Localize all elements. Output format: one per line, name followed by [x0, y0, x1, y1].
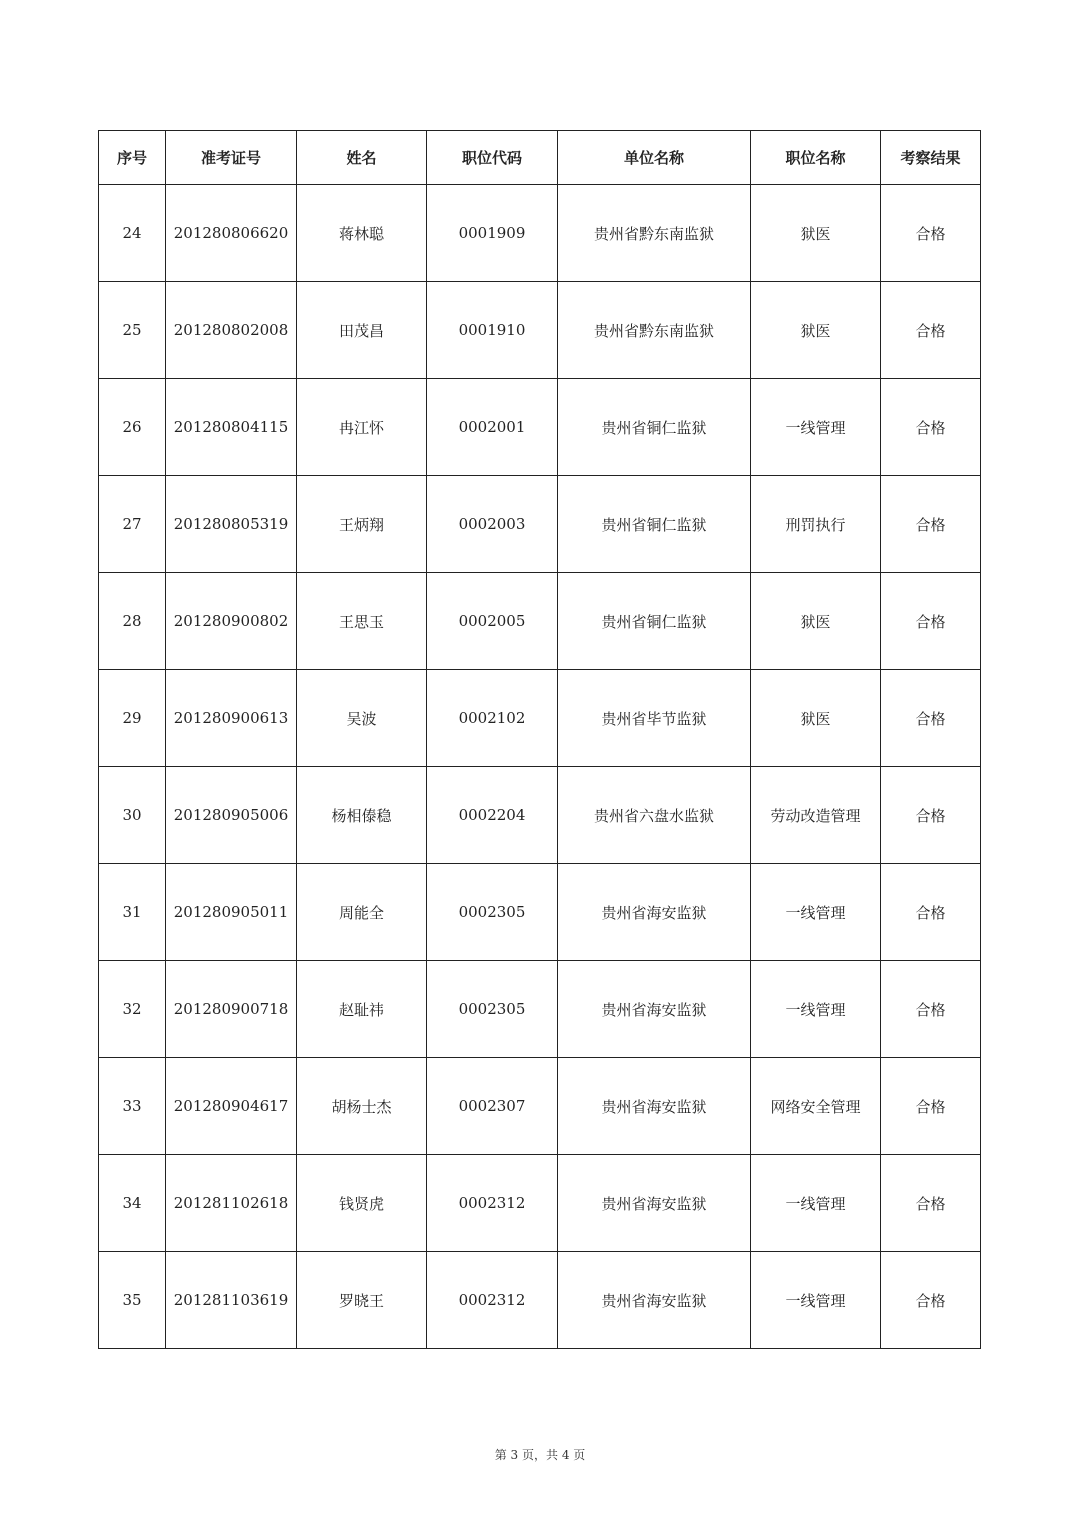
- cell-unit-name: 贵州省毕节监狱: [558, 670, 751, 767]
- table-row: [99, 476, 981, 573]
- header-ticket-number: 准考证号: [166, 131, 297, 185]
- cell-position-name: 狱医: [751, 573, 881, 670]
- table-row: [99, 379, 981, 476]
- cell-position-code: 0002305: [427, 864, 558, 961]
- cell-position-code: 0002005: [427, 573, 558, 670]
- header-name: 姓名: [297, 131, 427, 185]
- cell-position-name: 一线管理: [751, 864, 881, 961]
- cell-ticket-number: 201280905006: [166, 767, 297, 864]
- cell-ticket-number: 201280900802: [166, 573, 297, 670]
- cell-position-name: 网络安全管理: [751, 1058, 881, 1155]
- cell-position-name: 狱医: [751, 185, 881, 282]
- cell-position-code: 0002001: [427, 379, 558, 476]
- cell-name: 赵耻祎: [297, 961, 427, 1058]
- cell-unit-name: 贵州省铜仁监狱: [558, 379, 751, 476]
- header-position-code: 职位代码: [427, 131, 558, 185]
- cell-seq: 25: [99, 282, 166, 379]
- header-seq: 序号: [99, 131, 166, 185]
- cell-position-name: 狱医: [751, 282, 881, 379]
- cell-unit-name: 贵州省海安监狱: [558, 864, 751, 961]
- cell-name: 冉江怀: [297, 379, 427, 476]
- table-row: [99, 1058, 981, 1155]
- cell-ticket-number: 201280900613: [166, 670, 297, 767]
- cell-result: 合格: [881, 767, 981, 864]
- cell-result: 合格: [881, 864, 981, 961]
- cell-ticket-number: 201281102618: [166, 1155, 297, 1252]
- cell-result: 合格: [881, 573, 981, 670]
- cell-name: 田茂昌: [297, 282, 427, 379]
- cell-seq: 28: [99, 573, 166, 670]
- cell-unit-name: 贵州省海安监狱: [558, 1252, 751, 1349]
- table-header-row: [99, 131, 981, 185]
- cell-position-name: 劳动改造管理: [751, 767, 881, 864]
- cell-position-code: 0002307: [427, 1058, 558, 1155]
- table-row: [99, 1252, 981, 1349]
- cell-result: 合格: [881, 1155, 981, 1252]
- cell-name: 胡杨士杰: [297, 1058, 427, 1155]
- cell-position-code: 0002312: [427, 1252, 558, 1349]
- cell-position-name: 一线管理: [751, 1252, 881, 1349]
- cell-position-code: 0002204: [427, 767, 558, 864]
- cell-name: 蒋林聪: [297, 185, 427, 282]
- cell-ticket-number: 201280805319: [166, 476, 297, 573]
- cell-name: 王炳翔: [297, 476, 427, 573]
- cell-result: 合格: [881, 961, 981, 1058]
- cell-seq: 30: [99, 767, 166, 864]
- cell-name: 杨相傣稳: [297, 767, 427, 864]
- cell-position-code: 0001909: [427, 185, 558, 282]
- cell-position-code: 0002102: [427, 670, 558, 767]
- cell-ticket-number: 201280804115: [166, 379, 297, 476]
- cell-result: 合格: [881, 185, 981, 282]
- header-result: 考察结果: [881, 131, 981, 185]
- table-row: [99, 767, 981, 864]
- cell-name: 王思玉: [297, 573, 427, 670]
- cell-seq: 35: [99, 1252, 166, 1349]
- cell-unit-name: 贵州省黔东南监狱: [558, 282, 751, 379]
- table-row: [99, 1155, 981, 1252]
- cell-seq: 34: [99, 1155, 166, 1252]
- cell-unit-name: 贵州省海安监狱: [558, 1155, 751, 1252]
- cell-result: 合格: [881, 670, 981, 767]
- cell-position-code: 0002312: [427, 1155, 558, 1252]
- table-row: [99, 573, 981, 670]
- cell-position-name: 一线管理: [751, 379, 881, 476]
- cell-name: 周能全: [297, 864, 427, 961]
- cell-name: 钱贤虎: [297, 1155, 427, 1252]
- page-footer: 第 3 页，共 4 页: [494, 1448, 586, 1462]
- table-row: [99, 185, 981, 282]
- cell-unit-name: 贵州省铜仁监狱: [558, 476, 751, 573]
- cell-position-name: 一线管理: [751, 1155, 881, 1252]
- cell-seq: 26: [99, 379, 166, 476]
- cell-position-name: 狱医: [751, 670, 881, 767]
- cell-unit-name: 贵州省六盘水监狱: [558, 767, 751, 864]
- cell-ticket-number: 201280904617: [166, 1058, 297, 1155]
- cell-ticket-number: 201281103619: [166, 1252, 297, 1349]
- table-body: [99, 185, 981, 1349]
- cell-result: 合格: [881, 282, 981, 379]
- table-row: [99, 670, 981, 767]
- cell-result: 合格: [881, 1058, 981, 1155]
- cell-result: 合格: [881, 476, 981, 573]
- cell-ticket-number: 201280900718: [166, 961, 297, 1058]
- table-row: [99, 282, 981, 379]
- cell-position-code: 0002305: [427, 961, 558, 1058]
- header-position-name: 职位名称: [751, 131, 881, 185]
- results-table: [98, 130, 981, 1349]
- cell-seq: 33: [99, 1058, 166, 1155]
- cell-position-code: 0001910: [427, 282, 558, 379]
- cell-ticket-number: 201280802008: [166, 282, 297, 379]
- cell-unit-name: 贵州省铜仁监狱: [558, 573, 751, 670]
- cell-name: 吴波: [297, 670, 427, 767]
- cell-seq: 24: [99, 185, 166, 282]
- header-unit-name: 单位名称: [558, 131, 751, 185]
- cell-unit-name: 贵州省海安监狱: [558, 961, 751, 1058]
- cell-seq: 29: [99, 670, 166, 767]
- table-row: [99, 961, 981, 1058]
- cell-ticket-number: 201280806620: [166, 185, 297, 282]
- cell-seq: 27: [99, 476, 166, 573]
- cell-unit-name: 贵州省黔东南监狱: [558, 185, 751, 282]
- cell-unit-name: 贵州省海安监狱: [558, 1058, 751, 1155]
- cell-result: 合格: [881, 1252, 981, 1349]
- cell-result: 合格: [881, 379, 981, 476]
- cell-position-code: 0002003: [427, 476, 558, 573]
- cell-seq: 32: [99, 961, 166, 1058]
- cell-position-name: 刑罚执行: [751, 476, 881, 573]
- cell-position-name: 一线管理: [751, 961, 881, 1058]
- cell-seq: 31: [99, 864, 166, 961]
- table-row: [99, 864, 981, 961]
- cell-ticket-number: 201280905011: [166, 864, 297, 961]
- cell-name: 罗晓王: [297, 1252, 427, 1349]
